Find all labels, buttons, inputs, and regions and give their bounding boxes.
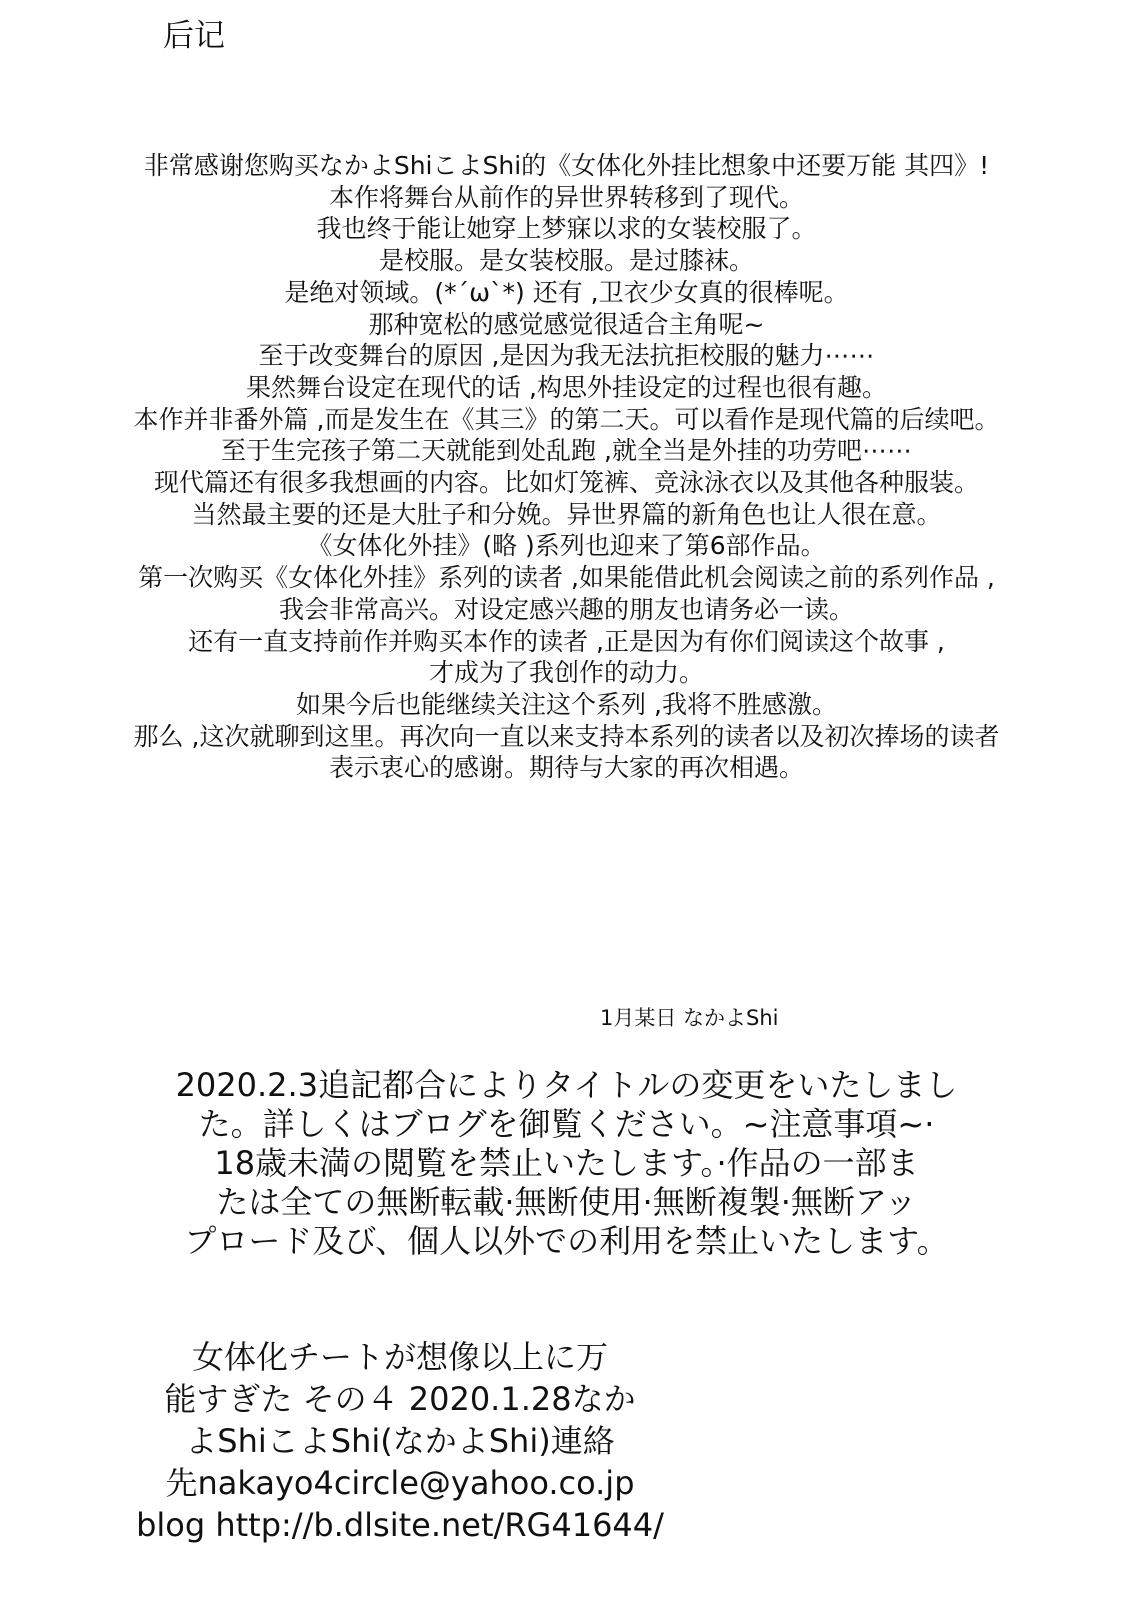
notice-line: 2020.2.3追記都合によりタイトルの変更をいたしまし (175, 1066, 958, 1104)
notice-block (0, 1066, 1133, 1261)
afterword-line: 如果今后也能继续关注这个系列 ,我将不胜感激。 (296, 689, 837, 719)
afterword-line: 至于改变舞台的原因 ,是因为我无法抗拒校服的魅力⋯⋯ (258, 341, 875, 371)
afterword-line: 是绝对领域。(*´ω`*) 还有 ,卫衣少女真的很棒呢。 (284, 277, 849, 307)
afterword-line: 表示衷心的感谢。期待与大家的再次相遇。 (328, 753, 804, 783)
afterword-line: 还有一直支持前作并购买本作的读者 ,正是因为有你们阅读这个故事 , (188, 626, 945, 656)
afterword-line: 果然舞台设定在现代的话 ,构思外挂设定的过程也很有趣。 (246, 372, 887, 402)
afterword-line: 本作将舞台从前作的异世界转移到了现代。 (328, 182, 804, 212)
afterword-line: 第一次购买《女体化外挂》系列的读者 ,如果能借此机会阅读之前的系列作品 , (138, 563, 995, 593)
notice-line: た。詳しくはブログを御覧ください。~注意事項~· (198, 1105, 935, 1143)
notice-line: たは全ての無断転載·無断使用·無断複製·無断アッ (216, 1183, 917, 1221)
afterword-line: 至于生完孩子第二天就能到处乱跑 ,就全当是外挂的功劳吧⋯⋯ (221, 436, 912, 466)
afterword-body (0, 150, 1133, 784)
afterword-line: 那种宽松的感觉感觉很适合主角呢~ (368, 309, 765, 339)
afterword-line: 我会非常高兴。对设定感兴趣的朋友也请务必一读。 (278, 594, 854, 624)
afterword-line: 我也终于能让她穿上梦寐以求的女装校服了。 (316, 214, 817, 244)
colophon-line: 能すぎた その４ 2020.1.28なか (164, 1380, 636, 1418)
afterword-line: 当然最主要的还是大肚子和分娩。异世界篇的新角色也让人很在意。 (191, 499, 942, 529)
author-signature: 1月某日 なかよShi (600, 1006, 779, 1030)
afterword-line: 是校服。是女装校服。是过膝袜。 (378, 246, 754, 276)
colophon-line: 女体化チートが想像以上に万 (191, 1338, 608, 1376)
afterword-line: 非常感谢您购买なかよShiこよShi的《女体化外挂比想象中还要万能 其四》! (143, 151, 990, 180)
notice-line: 18歳未満の閲覧を禁止いたします。·作品の一部ま (214, 1144, 919, 1182)
notice-line: プロード及び、個人以外での利用を禁止いたします。 (184, 1222, 949, 1260)
afterword-line: 本作并非番外篇 ,而是发生在《其三》的第二天。可以看作是现代篇的后续吧。 (133, 404, 1000, 434)
colophon-contact-line: 先nakayo4circle@yahoo.co.jp (165, 1464, 635, 1502)
page-title: 后记 (163, 18, 225, 54)
colophon-blog-line: blog http://b.dlsite.net/RG41644/ (136, 1506, 664, 1544)
afterword-line: 才成为了我创作的动力。 (428, 658, 704, 688)
afterword-line: 《女体化外挂》(略 )系列也迎来了第6部作品。 (307, 531, 826, 561)
colophon-line: よShiこよShi(なかよShi)連絡 (185, 1422, 615, 1460)
colophon-block (100, 1336, 700, 1546)
afterword-line: 那么 ,这次就聊到这里。再次向一直以来支持本系列的读者以及初次捧场的读者 (133, 721, 1000, 751)
afterword-line: 现代篇还有很多我想画的内容。比如灯笼裤、竞泳泳衣以及其他各种服装。 (153, 468, 979, 498)
